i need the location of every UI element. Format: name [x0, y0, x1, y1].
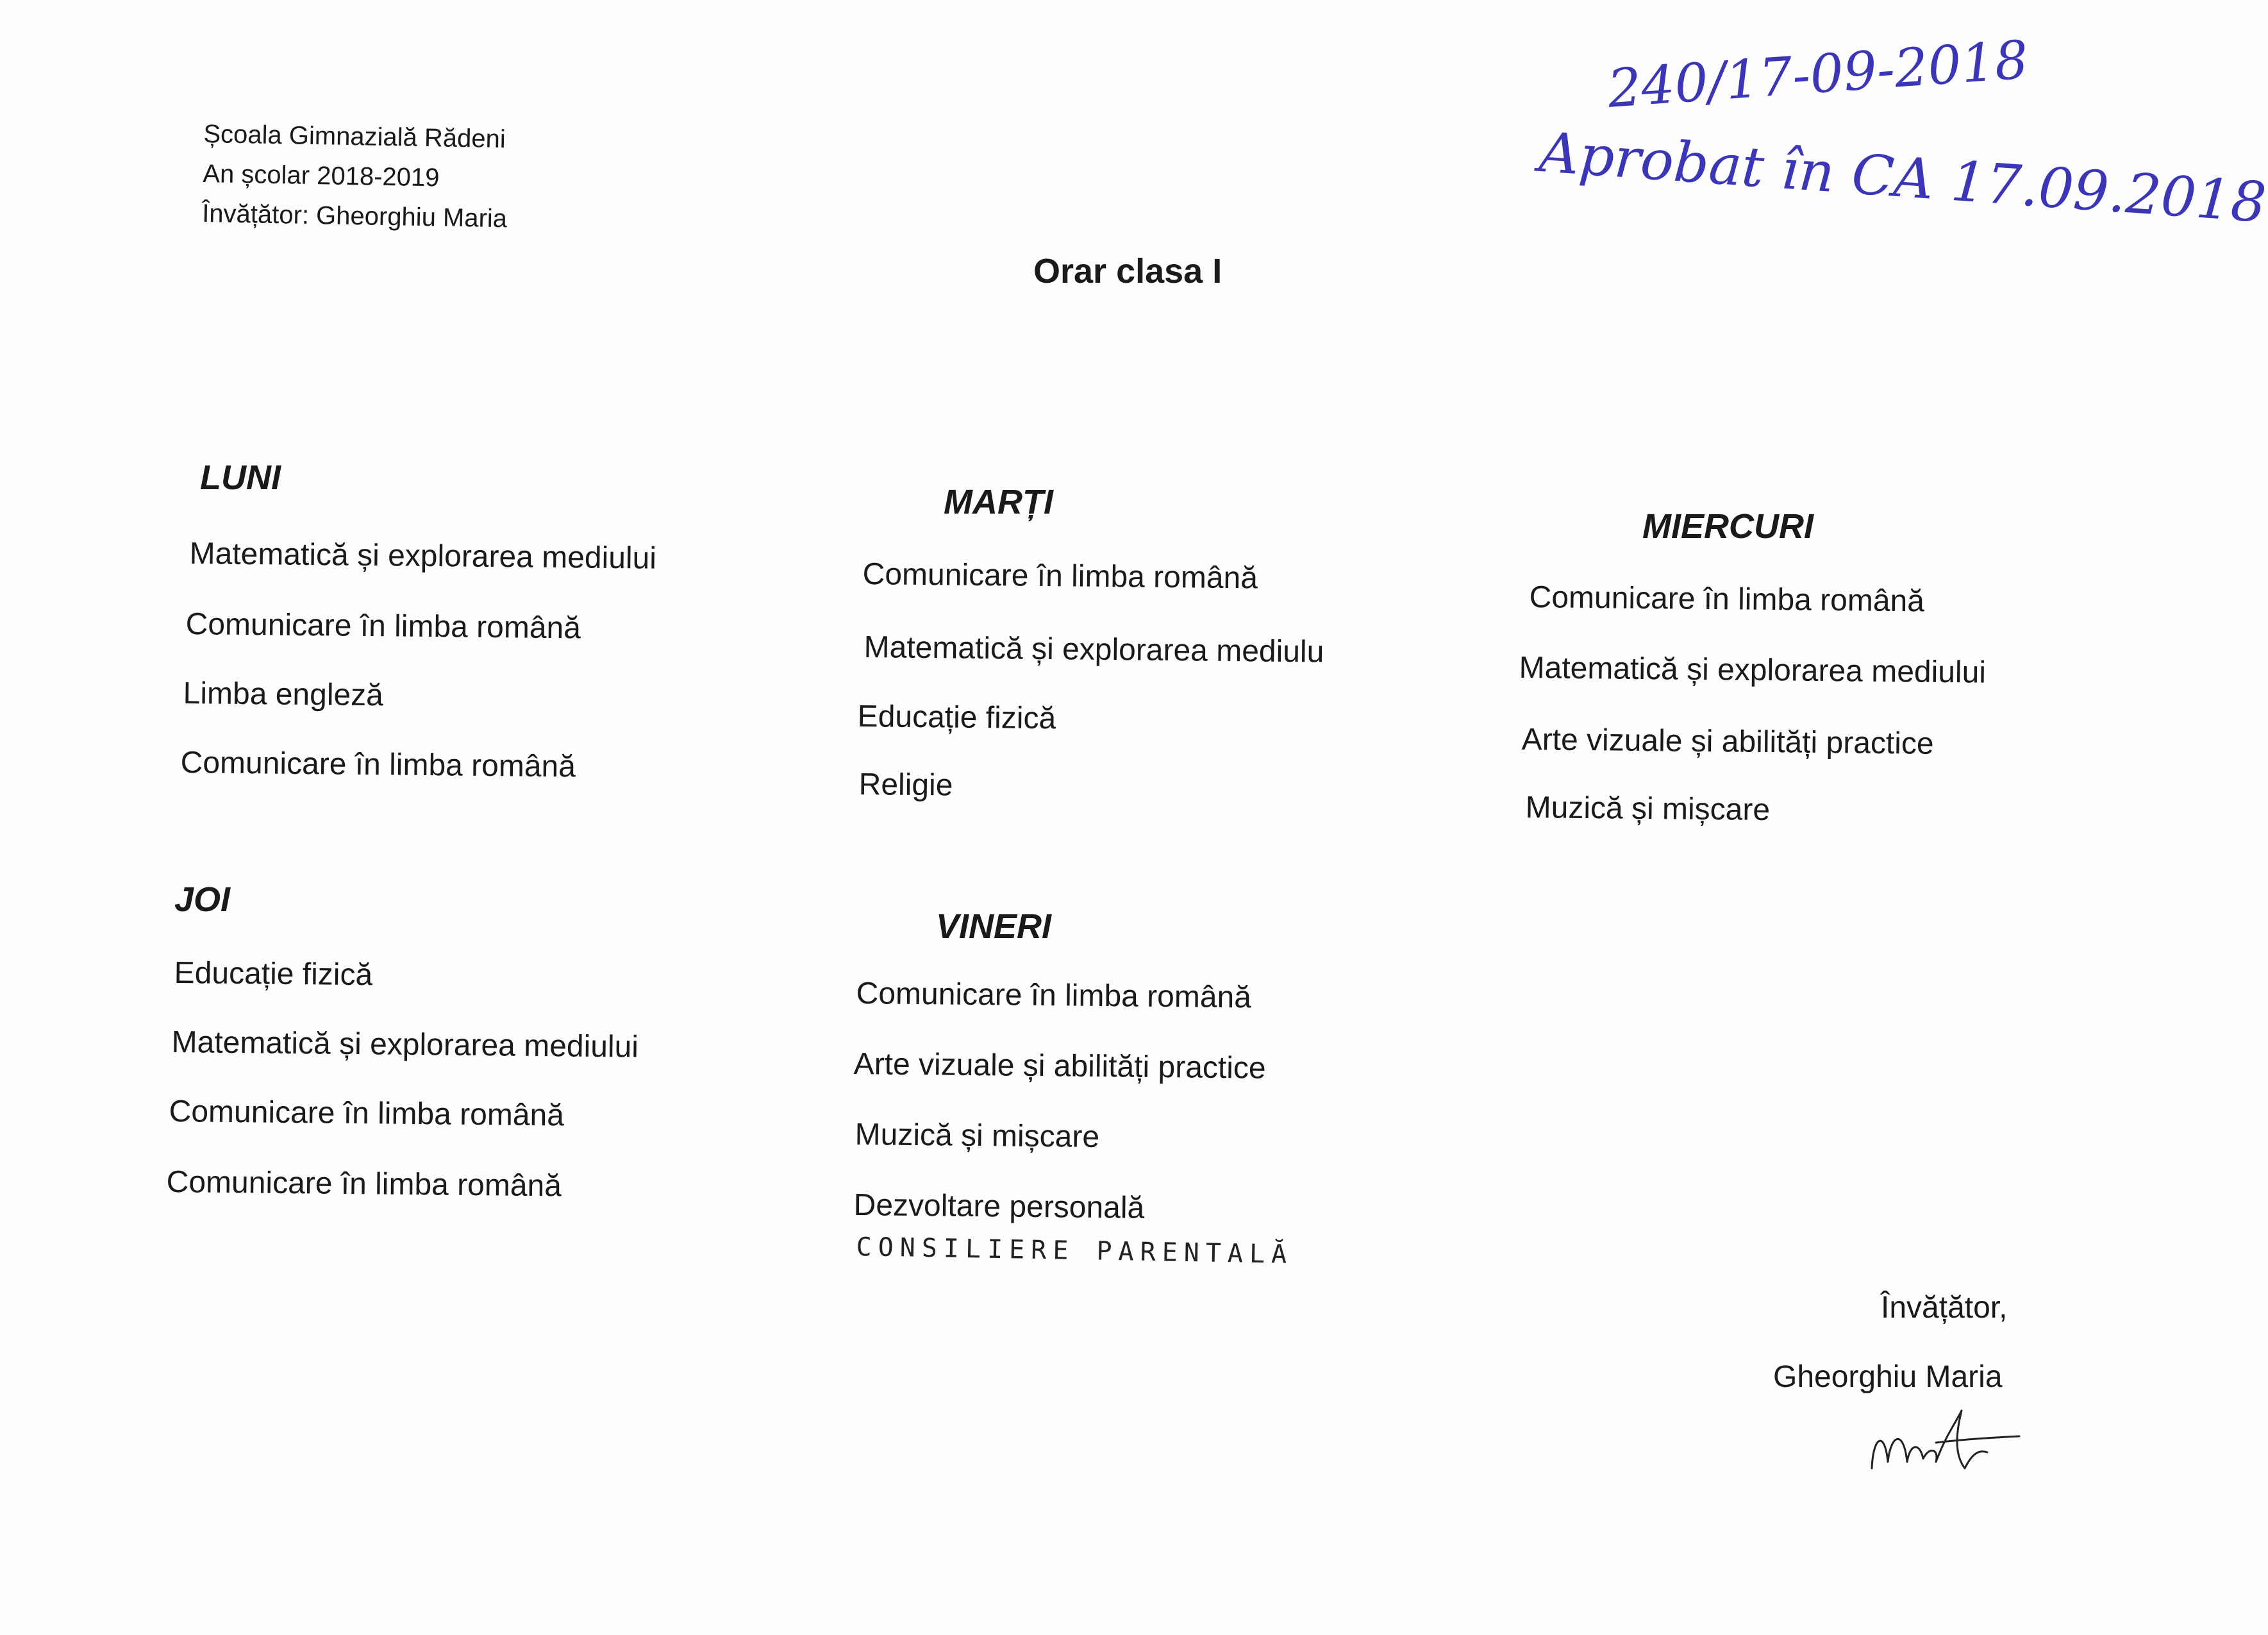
subject-item: Arte vizuale și abilități practice: [853, 1047, 1266, 1086]
subject-item: Comunicare în limba română: [185, 607, 581, 646]
subject-item: Matematică și explorarea mediului: [1519, 650, 1987, 690]
subject-item: Educație fizică: [857, 700, 1056, 736]
subject-item: Matematică și explorarea mediului: [171, 1025, 639, 1064]
subject-item: Educație fizică: [174, 956, 373, 993]
handwritten-signature: [1859, 1398, 2026, 1488]
day-heading-joi: JOI: [174, 880, 231, 919]
handwritten-note: CONSILIERE PARENTALĂ: [856, 1232, 1294, 1270]
subject-item: Comunicare în limba română: [1529, 580, 1925, 619]
subject-item: Comunicare în limba română: [180, 746, 576, 784]
subject-item: Muzică și mișcare: [1525, 791, 1771, 827]
subject-item: Comunicare în limba română: [169, 1094, 565, 1133]
school-name: Școala Gimnazială Rădeni: [203, 119, 506, 154]
day-heading-marti: MARȚI: [944, 483, 1053, 521]
approval-note: Aprobat în CA 17.09.2018: [1537, 121, 2268, 236]
subject-item: Matematică și explorarea mediului: [189, 536, 657, 576]
subject-item: Matematică și explorarea mediulu: [863, 630, 1324, 669]
signature-role: Învățător,: [1881, 1291, 2008, 1325]
signature-name: Gheorghiu Maria: [1773, 1360, 2003, 1394]
registration-number: 240/17-09-2018: [1606, 29, 2030, 120]
day-heading-luni: LUNI: [200, 458, 281, 497]
subject-item: Comunicare în limba română: [862, 557, 1258, 596]
subject-item: Muzică și mișcare: [855, 1118, 1100, 1154]
subject-item: Arte vizuale și abilități practice: [1521, 723, 1934, 761]
page-title: Orar clasa I: [1033, 252, 1222, 290]
subject-item: Comunicare în limba română: [856, 977, 1252, 1015]
day-heading-miercuri: MIERCURI: [1642, 507, 1814, 546]
subject-item: Limba engleză: [183, 676, 384, 713]
subject-item: Dezvoltare personală: [853, 1188, 1145, 1225]
school-header: [202, 114, 509, 239]
teacher-name: Învățător: Gheorghiu Maria: [201, 199, 508, 233]
day-heading-vineri: VINERI: [936, 907, 1052, 946]
school-year: An școlar 2018-2019: [202, 159, 440, 192]
subject-item: Religie: [858, 767, 953, 803]
subject-item: Comunicare în limba română: [166, 1165, 562, 1203]
